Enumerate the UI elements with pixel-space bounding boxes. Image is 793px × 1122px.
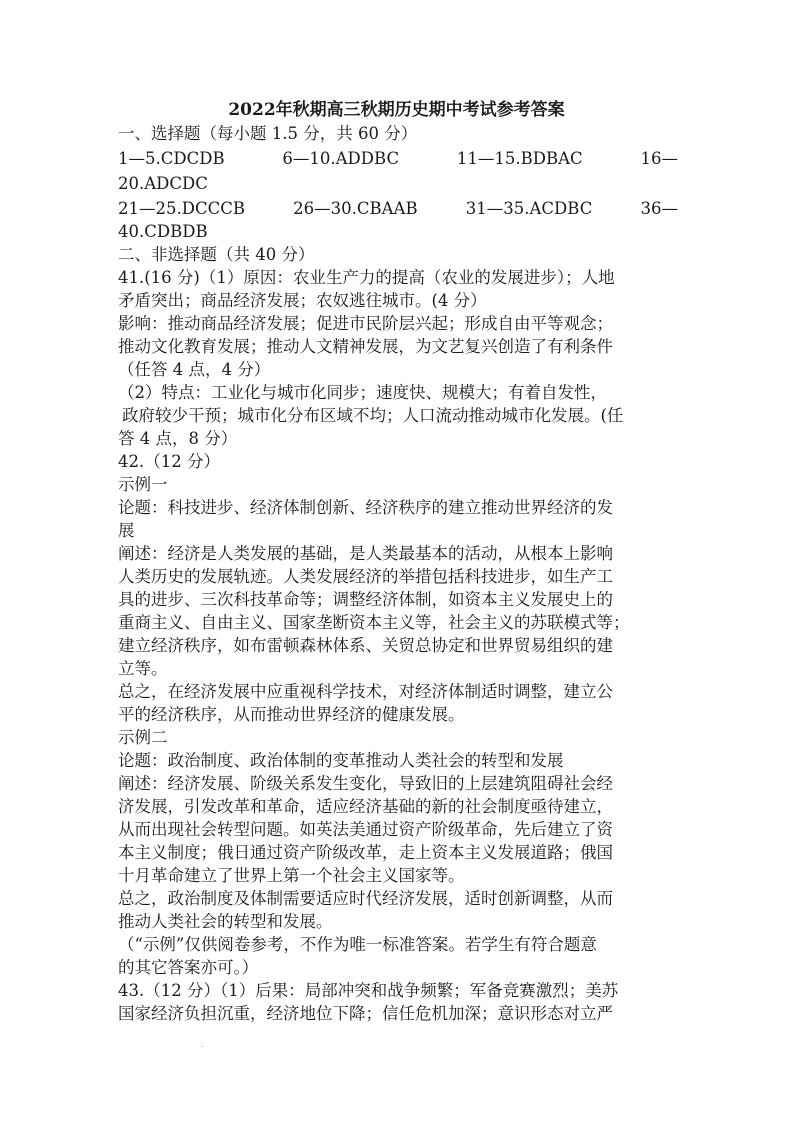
answer-row [118, 148, 678, 170]
answer-text-line: 推动文化教育发展；推动人文精神发展，为文艺复兴创造了有利条件 [118, 337, 613, 356]
answer-text-line: 人类历史的发展轨迹。人类发展经济的举措包括科技进步，如生产工 [118, 567, 613, 586]
answer-text-line: 总之，政治制度及体制需要适应时代经济发展，适时创新调整，从而 [118, 889, 613, 908]
answer-text-line: 答 4 点，8 分） [118, 429, 238, 448]
answer-group: 36— [640, 199, 678, 218]
answer-text-line: 本主义制度；俄日通过资产阶级改革，走上资本主义发展道路；俄国 [118, 843, 613, 862]
answer-group: 16— [640, 149, 678, 168]
answer-text-line: 推动人类社会的转型和发展。 [118, 912, 333, 931]
answer-text-line: 总之，在经济发展中应重视科学技术，对经济体制适时调整，建立公 [118, 682, 613, 701]
answer-text-line: 阐述：经济是人类发展的基础，是人类最基本的活动，从根本上影响 [118, 544, 613, 563]
answer-text-line: 42.（12 分） [118, 452, 220, 471]
answer-text-line: 政府较少干预；城市化分布区域不均；人口流动推动城市化发展。(任 [122, 406, 624, 425]
answer-group: 26—30.CBAAB [293, 199, 418, 218]
answer-group: 11—15.BDBAC [456, 149, 583, 168]
answer-row-continuation: 20.ADCDC [118, 174, 208, 193]
answer-note: （“示例”仅供阅卷参考，不作为唯一标准答案。若学生有符合题意 [118, 935, 597, 954]
answer-text-line: （2）特点：工业化与城市化同步；速度快、规模大；有着自发性， [118, 383, 607, 402]
answer-text-line: 具的进步、三次科技革命等；调整经济体制，如资本主义发展史上的 [118, 590, 613, 609]
answer-text-line: 论题：政治制度、政治体制的变革推动人类社会的转型和发展 [118, 751, 564, 770]
answer-text-line: 41.(16 分)（1）原因：农业生产力的提高（农业的发展进步）；人地 [118, 268, 615, 287]
section-heading-choice: 一、选择题（每小题 1.5 分，共 60 分） [118, 124, 418, 143]
answer-text-line: （任答 4 点，4 分） [118, 360, 271, 379]
answer-row [118, 198, 678, 220]
answer-group: 6—10.ADDBC [282, 149, 400, 168]
example-label: 示例二 [118, 728, 168, 747]
answer-group: 1—5.CDCDB [118, 149, 225, 168]
answer-row-continuation: 40.CDBDB [118, 222, 208, 241]
answer-text-line: 论题：科技进步、经济体制创新、经济秩序的建立推动世界经济的发 [118, 498, 613, 517]
page-title: 2022年秋期高三秋期历史期中考试参考答案 [228, 100, 565, 120]
answer-text-line: 43.（12 分）（1）后果：局部冲突和战争频繁；军备竞赛激烈；美苏 [118, 981, 619, 1000]
answer-text-line: 展 [118, 521, 135, 540]
example-label: 示例一 [118, 475, 168, 494]
answer-text-line: 矛盾突出；商品经济发展；农奴逃往城市。(4 分） [118, 291, 487, 310]
answer-text-line: 从而出现社会转型问题。如英法美通过资产阶级革命，先后建立了资 [118, 820, 613, 839]
answer-text-line: 济发展，引发改革和革命，适应经济基础的新的社会制度亟待建立， [118, 797, 613, 816]
answer-text-line: 重商主义、自由主义、国家垄断资本主义等，社会主义的苏联模式等； [118, 613, 630, 632]
answer-text-line: 十月革命建立了世界上第一个社会主义国家等。 [118, 866, 465, 885]
scan-speck [201, 1046, 203, 1047]
answer-text-line: 影响：推动商品经济发展；促进市民阶层兴起；形成自由平等观念； [118, 314, 613, 333]
answer-text-line: 国家经济负担沉重，经济地位下降；信任危机加深；意识形态对立严 [118, 1004, 613, 1023]
answer-text-line: 建立经济秩序，如布雷顿森林体系、关贸总协定和世界贸易组织的建 [118, 636, 613, 655]
answer-text-line: 平的经济秩序，从而推动世界经济的健康发展。 [118, 705, 465, 724]
answer-note: 的其它答案亦可。） [118, 958, 259, 977]
answer-text-line: 阐述：经济发展、阶级关系发生变化，导致旧的上层建筑阻碍社会经 [118, 774, 613, 793]
answer-group: 21—25.DCCCB [118, 199, 245, 218]
answer-group: 31—35.ACDBC [465, 199, 593, 218]
section-heading-nonchoice: 二、非选择题（共 40 分） [118, 245, 315, 264]
answer-text-line: 立等。 [118, 659, 168, 678]
